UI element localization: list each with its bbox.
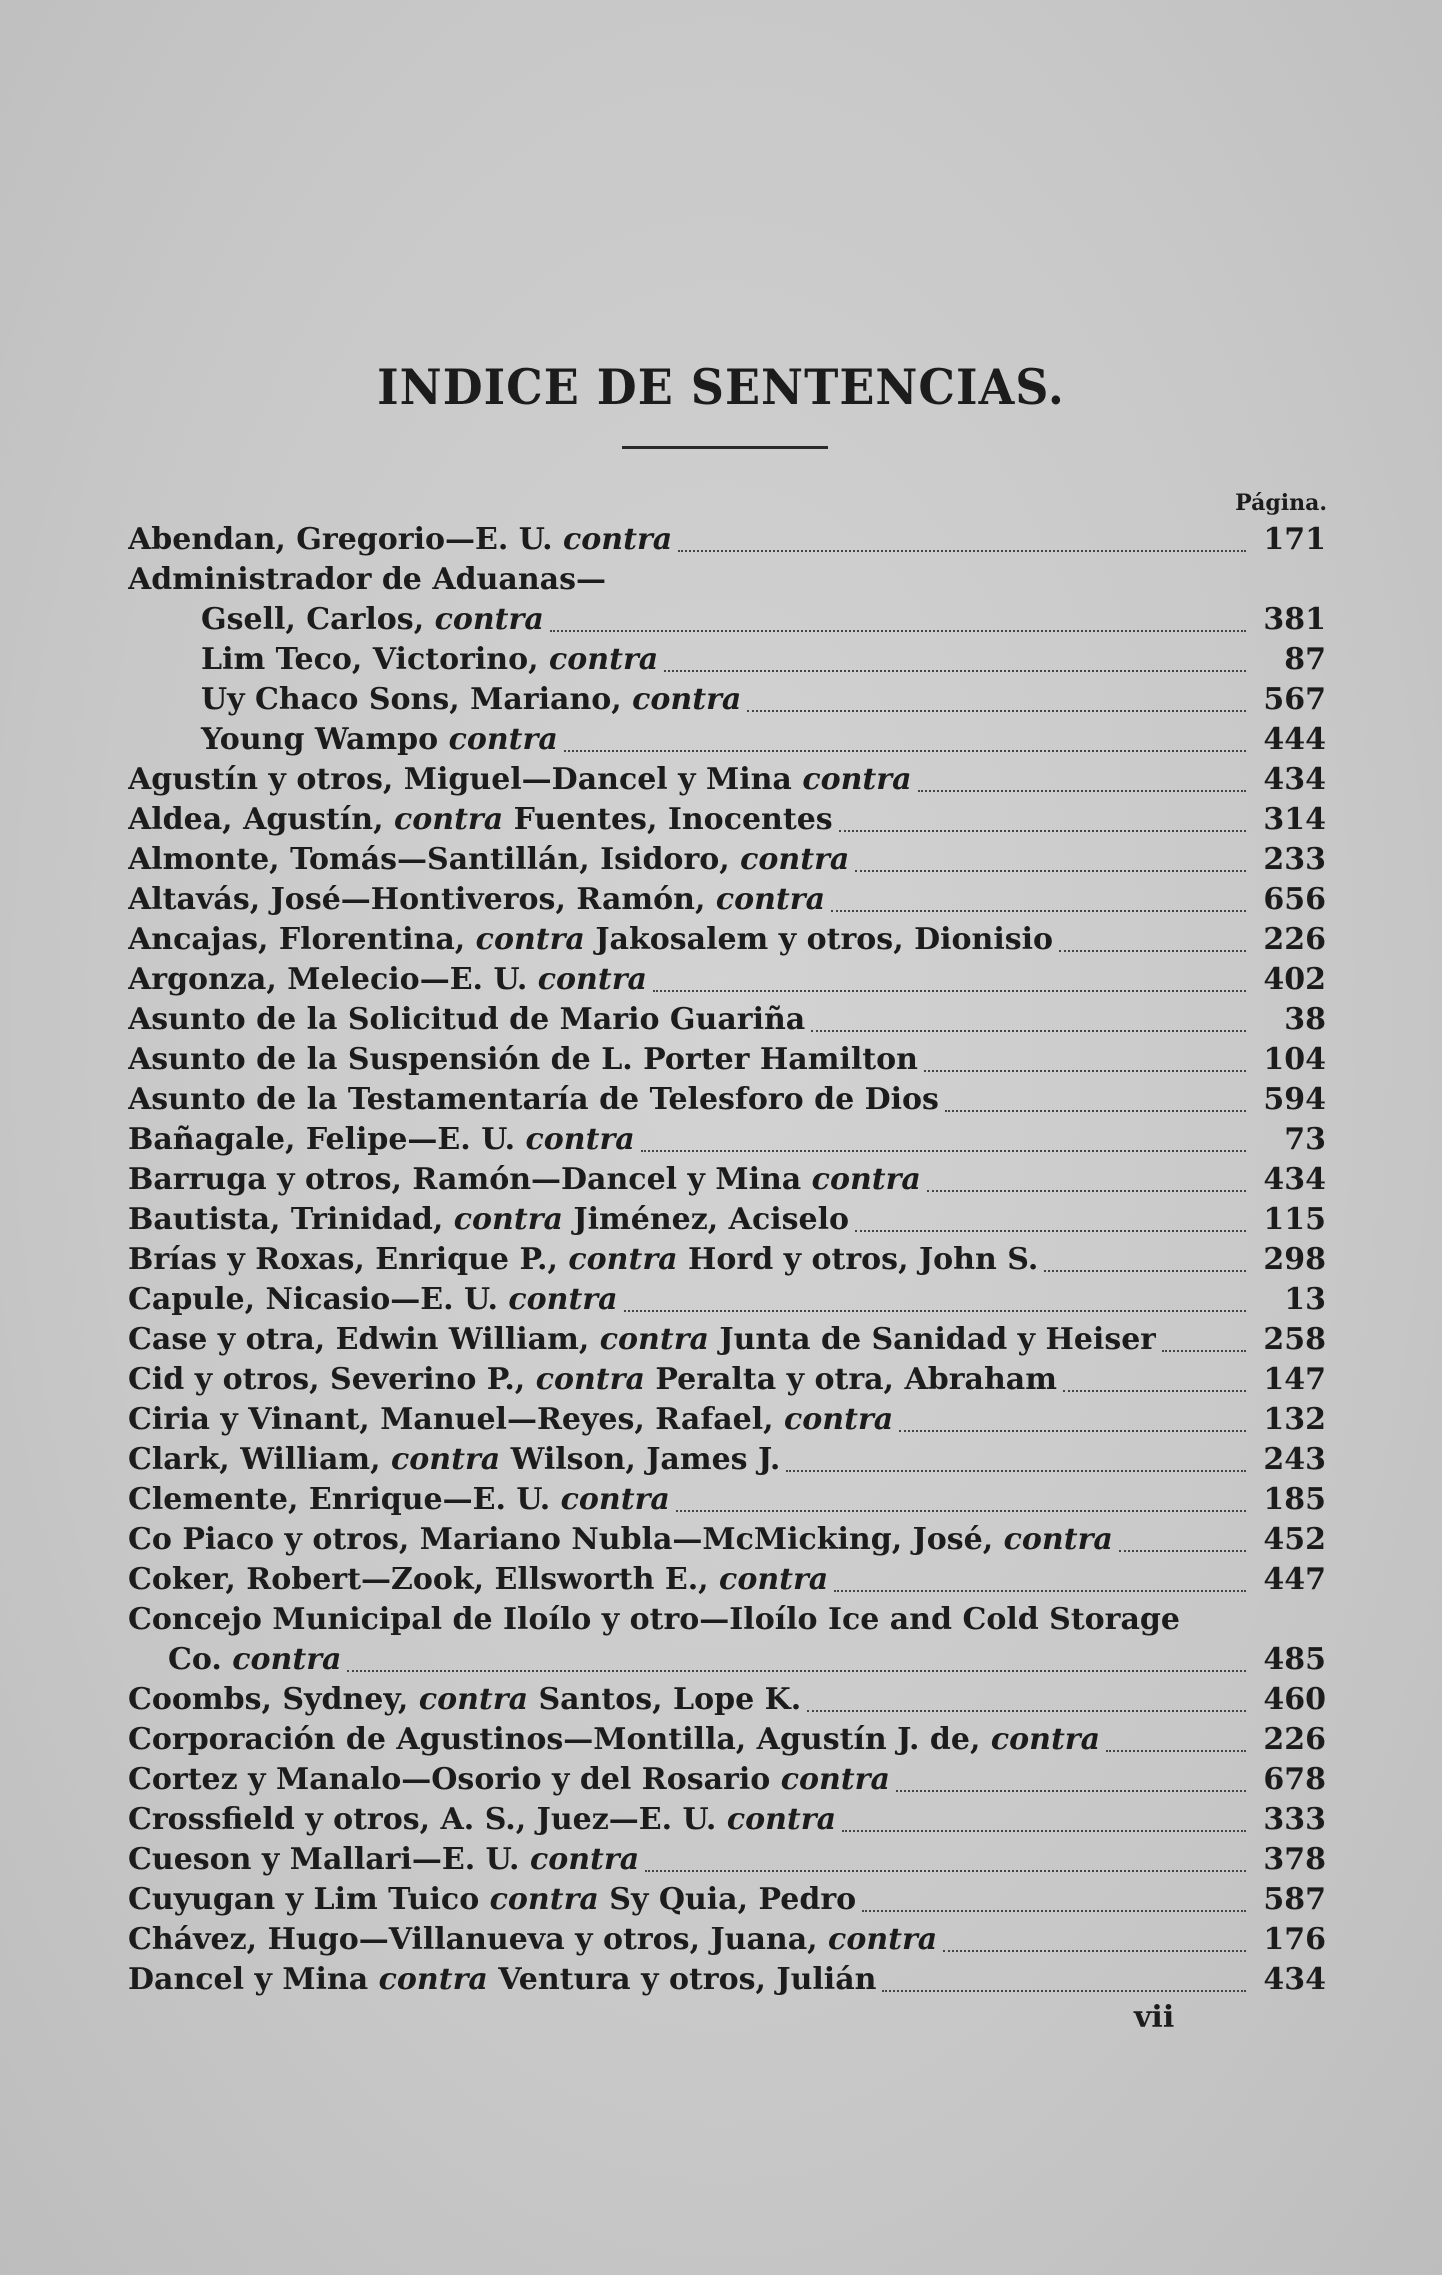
dot-leader: [842, 1826, 1246, 1832]
entry-page-number: 171: [1263, 522, 1326, 557]
entry-party: Dancel y Mina: [128, 1962, 379, 1997]
entry-page-number: 434: [1263, 1962, 1326, 1997]
entry-party: Bañagale, Felipe—E. U.: [128, 1122, 526, 1157]
index-entry: [128, 1722, 1326, 1762]
entry-party: Aldea, Agustín,: [128, 802, 394, 837]
entry-party: Cid y otros, Severino P.,: [128, 1362, 536, 1397]
entry-page-number: 678: [1263, 1762, 1326, 1797]
index-entry: [128, 1442, 1326, 1482]
dot-leader: [807, 1706, 1246, 1712]
entry-page-number: 434: [1263, 762, 1326, 797]
entry-text: [128, 1762, 890, 1797]
entry-contra: contra: [563, 522, 673, 557]
entry-page-number: 447: [1263, 1562, 1326, 1597]
index-entry: [128, 1962, 1326, 2002]
entry-text: [128, 1602, 1180, 1637]
entry-text: [128, 1442, 780, 1477]
entry-page-number: 233: [1263, 842, 1326, 877]
entry-text: [128, 802, 833, 837]
dot-leader: [899, 1426, 1246, 1432]
dot-leader: [664, 666, 1246, 672]
entry-text: [128, 1962, 876, 1997]
index-entry: [128, 1122, 1326, 1162]
index-entry: [128, 1242, 1326, 1282]
dot-leader: [1059, 946, 1246, 952]
entry-text: [128, 1202, 849, 1237]
entry-contra: contra: [719, 1562, 829, 1597]
entry-contra: contra: [393, 802, 504, 837]
entry-party: Co.: [168, 1642, 233, 1677]
entry-party: Capule, Nicasio—E. U.: [128, 1282, 509, 1317]
entry-contra: contra: [715, 882, 826, 917]
entry-party: Cueson y Mallari—E. U.: [128, 1842, 530, 1877]
entry-party: Asunto de la Testamentaría de Telesforo de Dios: [128, 1082, 939, 1117]
entry-page-number: 587: [1263, 1882, 1326, 1917]
entry-page-number: 381: [1263, 602, 1326, 637]
entry-text: [128, 1042, 918, 1077]
entry-party: Abendan, Gregorio—E. U.: [128, 522, 564, 557]
dot-leader: [924, 1066, 1246, 1072]
entry-party: Ancajas, Florentina,: [128, 922, 476, 957]
entry-party: Agustín y otros, Miguel—Dancel y Mina: [128, 762, 803, 797]
entry-text: [128, 682, 741, 717]
page-title: INDICE DE SENTENCIAS.: [377, 358, 1065, 416]
entry-contra: contra: [568, 1242, 678, 1277]
entry-contra: contra: [990, 1722, 1101, 1757]
entry-text: [128, 1162, 921, 1197]
entry-text: [128, 1122, 635, 1157]
entry-party: Argonza, Melecio—E. U.: [128, 962, 538, 997]
entry-contra: contra: [525, 1122, 635, 1157]
entry-contra: contra: [418, 1682, 529, 1717]
dot-leader: [831, 906, 1246, 912]
entry-text: [128, 1002, 805, 1037]
dot-leader: [855, 1226, 1246, 1232]
dot-leader: [653, 986, 1246, 992]
index-entry: [128, 1802, 1326, 1842]
entry-page-number: 115: [1263, 1202, 1326, 1237]
dot-leader: [927, 1186, 1246, 1192]
entry-page-number: 38: [1284, 1002, 1326, 1037]
entry-party: Asunto de la Suspensión de L. Porter Hamilton: [128, 1042, 918, 1077]
dot-leader: [641, 1146, 1246, 1152]
index-entry: [128, 1522, 1326, 1562]
page-column-header: Página.: [1235, 490, 1327, 516]
index-entry: [128, 522, 1326, 562]
title-divider: [622, 446, 828, 449]
entry-party: Concejo Municipal de Iloílo y otro—Iloílo Ice and Cold Storage: [128, 1602, 1180, 1637]
entry-page-number: 226: [1263, 1722, 1326, 1757]
entry-contra: contra: [811, 1162, 921, 1197]
index-entry: [128, 1642, 1326, 1682]
entry-contra: contra: [599, 1322, 709, 1357]
index-entry: [128, 1922, 1326, 1962]
entry-contra: contra: [378, 1962, 488, 1997]
entry-page-number: 656: [1263, 882, 1326, 917]
entry-text: [128, 1842, 639, 1877]
entry-text: [128, 722, 558, 757]
entry-party: Corporación de Agustinos—Montilla, Agustín J. de,: [128, 1722, 991, 1757]
entry-party: Coombs, Sydney,: [128, 1682, 419, 1717]
entry-contra: contra: [434, 602, 544, 637]
entry-party: Almonte, Tomás—Santillán, Isidoro,: [128, 842, 741, 877]
index-entry: [128, 1602, 1326, 1642]
index-entry: [128, 1562, 1326, 1602]
index-list: [128, 522, 1326, 2002]
entry-text: [128, 1482, 670, 1517]
dot-leader: [918, 786, 1246, 792]
entry-contra: contra: [560, 1482, 670, 1517]
entry-text: [128, 842, 849, 877]
entry-text: [128, 962, 647, 997]
entry-page-number: 104: [1263, 1042, 1326, 1077]
entry-text: [128, 602, 544, 637]
dot-leader: [834, 1586, 1246, 1592]
entry-text: [128, 1402, 893, 1437]
index-entry: [128, 642, 1326, 682]
index-entry: [128, 1082, 1326, 1122]
dot-leader: [550, 626, 1246, 632]
entry-party: Crossfield y otros, A. S., Juez—E. U.: [128, 1802, 727, 1837]
entry-page-number: 73: [1284, 1122, 1326, 1157]
dot-leader: [347, 1666, 1246, 1672]
index-entry: [128, 1282, 1326, 1322]
entry-page-number: 147: [1263, 1362, 1326, 1397]
entry-contra: contra: [632, 682, 742, 717]
entry-page-number: 185: [1263, 1482, 1326, 1517]
entry-contra: contra: [448, 722, 558, 757]
entry-opponent: Peralta y otra, Abraham: [644, 1362, 1057, 1397]
dot-leader: [1044, 1266, 1246, 1272]
dot-leader: [882, 1986, 1246, 1992]
dot-leader: [1119, 1546, 1246, 1552]
dot-leader: [786, 1466, 1246, 1472]
index-entry: [128, 1362, 1326, 1402]
entry-contra: contra: [508, 1282, 618, 1317]
index-entry: [128, 922, 1326, 962]
entry-party: Barruga y otros, Ramón—Dancel y Mina: [128, 1162, 812, 1197]
entry-opponent: Santos, Lope K.: [528, 1682, 802, 1717]
dot-leader: [945, 1106, 1246, 1112]
entry-party: Gsell, Carlos,: [201, 602, 435, 637]
entry-party: Case y otra, Edwin William,: [128, 1322, 600, 1357]
entry-page-number: 176: [1263, 1922, 1326, 1957]
dot-leader: [811, 1026, 1246, 1032]
entry-page-number: 567: [1263, 682, 1326, 717]
index-entry: [128, 1042, 1326, 1082]
entry-text: [128, 1882, 856, 1917]
entry-text: [128, 1682, 801, 1717]
entry-contra: contra: [489, 1882, 599, 1917]
entry-page-number: 452: [1263, 1522, 1326, 1557]
entry-text: [128, 1082, 939, 1117]
entry-page-number: 258: [1263, 1322, 1326, 1357]
index-entry: [128, 1162, 1326, 1202]
entry-contra: contra: [535, 1362, 645, 1397]
index-entry: [128, 1762, 1326, 1802]
entry-party: Chávez, Hugo—Villanueva y otros, Juana,: [128, 1922, 829, 1957]
entry-text: [128, 1282, 618, 1317]
index-entry: [128, 1402, 1326, 1442]
entry-page-number: 402: [1263, 962, 1326, 997]
entry-party: Cortez y Manalo—Osorio y del Rosario: [128, 1762, 781, 1797]
entry-party: Clemente, Enrique—E. U.: [128, 1482, 561, 1517]
index-entry: [128, 1882, 1326, 1922]
entry-contra: contra: [1003, 1522, 1113, 1557]
entry-opponent: Sy Quia, Pedro: [598, 1882, 857, 1917]
index-entry: [128, 802, 1326, 842]
entry-text: [128, 1522, 1113, 1557]
dot-leader: [855, 866, 1246, 872]
entry-party: Co Piaco y otros, Mariano Nubla—McMicking, José,: [128, 1522, 1004, 1557]
folio-number: vii: [1134, 2000, 1175, 2035]
entry-contra: contra: [453, 1202, 563, 1237]
entry-text: [128, 1802, 836, 1837]
index-entry: [128, 1322, 1326, 1362]
dot-leader: [1106, 1746, 1246, 1752]
index-entry: [128, 762, 1326, 802]
entry-opponent: Fuentes, Inocentes: [503, 802, 833, 837]
entry-party: Bautista, Trinidad,: [128, 1202, 454, 1237]
entry-page-number: 226: [1263, 922, 1326, 957]
index-entry: [128, 962, 1326, 1002]
entry-opponent: Wilson, James J.: [500, 1442, 781, 1477]
entry-page-number: 460: [1263, 1682, 1326, 1717]
entry-contra: contra: [828, 1922, 938, 1957]
entry-party: Asunto de la Solicitud de Mario Guariña: [128, 1002, 806, 1037]
entry-opponent: Jiménez, Aciselo: [562, 1202, 849, 1237]
entry-page-number: 132: [1263, 1402, 1326, 1437]
dot-leader: [862, 1906, 1246, 1912]
entry-contra: contra: [549, 642, 659, 677]
entry-opponent: Junta de Sanidad y Heiser: [708, 1322, 1157, 1357]
entry-page-number: 298: [1263, 1242, 1326, 1277]
dot-leader: [839, 826, 1246, 832]
entry-contra: contra: [780, 1762, 890, 1797]
entry-contra: contra: [784, 1402, 894, 1437]
index-entry: [128, 682, 1326, 722]
entry-party: Altavás, José—Hontiveros, Ramón,: [128, 882, 716, 917]
entry-party: Clark, William,: [128, 1442, 392, 1477]
entry-contra: contra: [537, 962, 647, 997]
entry-page-number: 444: [1263, 722, 1326, 757]
entry-page-number: 378: [1263, 1842, 1326, 1877]
index-entry: [128, 842, 1326, 882]
dot-leader: [896, 1786, 1246, 1792]
entry-text: [128, 1322, 1156, 1357]
entry-text: [128, 1362, 1057, 1397]
entry-text: [128, 762, 912, 797]
entry-party: Young Wampo: [201, 722, 449, 757]
entry-text: [128, 522, 672, 557]
entry-contra: contra: [726, 1802, 837, 1837]
dot-leader: [1162, 1346, 1246, 1352]
entry-text: [128, 1922, 937, 1957]
index-entry: [128, 1482, 1326, 1522]
entry-text: [128, 1722, 1100, 1757]
entry-opponent: Ventura y otros, Julián: [487, 1962, 877, 1997]
index-entry: [128, 1202, 1326, 1242]
entry-contra: contra: [740, 842, 850, 877]
entry-text: [128, 882, 825, 917]
entry-party: Uy Chaco Sons, Mariano,: [201, 682, 633, 717]
entry-contra: contra: [232, 1642, 342, 1677]
entry-page-number: 13: [1284, 1282, 1326, 1317]
entry-party: Administrador de Aduanas—: [128, 562, 606, 597]
entry-party: Brías y Roxas, Enrique P.,: [128, 1242, 569, 1277]
dot-leader: [1063, 1386, 1246, 1392]
entry-opponent: Hord y otros, John S.: [677, 1242, 1039, 1277]
entry-contra: contra: [391, 1442, 501, 1477]
entry-contra: contra: [529, 1842, 640, 1877]
index-entry: [128, 1682, 1326, 1722]
entry-party: Ciria y Vinant, Manuel—Reyes, Rafael,: [128, 1402, 785, 1437]
entry-page-number: 333: [1263, 1802, 1326, 1837]
entry-page-number: 87: [1284, 642, 1326, 677]
entry-text: [128, 642, 658, 677]
index-entry: [128, 602, 1326, 642]
entry-party: Coker, Robert—Zook, Ellsworth E.,: [128, 1562, 720, 1597]
entry-page-number: 243: [1263, 1442, 1326, 1477]
entry-text: [128, 1562, 828, 1597]
dot-leader: [678, 546, 1246, 552]
entry-page-number: 434: [1263, 1162, 1326, 1197]
index-entry: [128, 722, 1326, 762]
index-entry: [128, 1842, 1326, 1882]
entry-contra: contra: [475, 922, 585, 957]
entry-page-number: 314: [1263, 802, 1326, 837]
dot-leader: [676, 1506, 1246, 1512]
entry-text: [128, 1242, 1038, 1277]
dot-leader: [747, 706, 1246, 712]
dot-leader: [624, 1306, 1246, 1312]
entry-opponent: Jakosalem y otros, Dionisio: [584, 922, 1054, 957]
dot-leader: [943, 1946, 1246, 1952]
index-entry: [128, 882, 1326, 922]
index-entry: [128, 1002, 1326, 1042]
entry-party: Lim Teco, Victorino,: [201, 642, 550, 677]
entry-page-number: 485: [1263, 1642, 1326, 1677]
dot-leader: [645, 1866, 1246, 1872]
dot-leader: [564, 746, 1246, 752]
entry-text: [128, 562, 606, 597]
entry-page-number: 594: [1263, 1082, 1326, 1117]
entry-party: Cuyugan y Lim Tuico: [128, 1882, 490, 1917]
entry-text: [128, 922, 1053, 957]
index-entry: [128, 562, 1326, 602]
entry-contra: contra: [802, 762, 912, 797]
entry-text: [128, 1642, 341, 1677]
